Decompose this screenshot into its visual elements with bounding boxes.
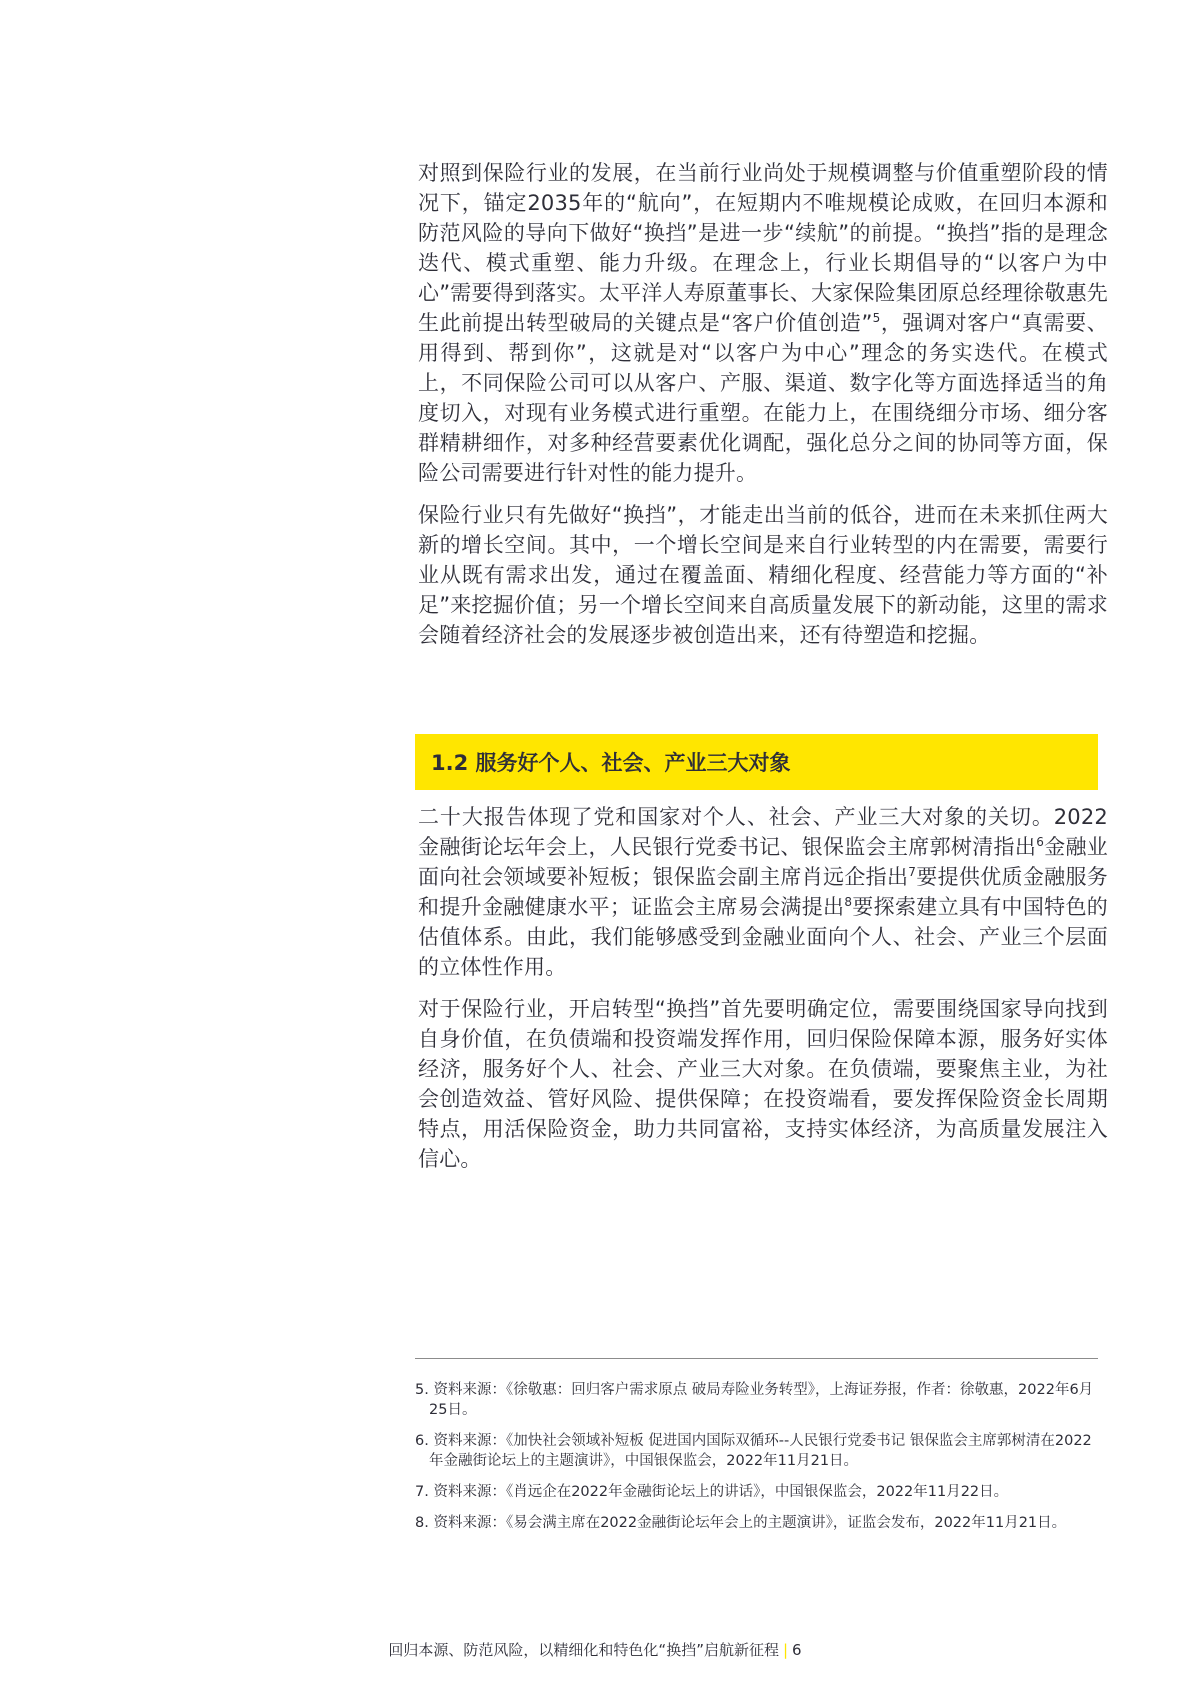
paragraph-2: 保险行业只有先做好“换挡”，才能走出当前的低谷，进而在未来抓住两大新的增长空间。其中，一个增长空间是来自行业转型的内在需要，需要行业从既有需求出发，通过在覆盖面、精细化程度、经营能力等方面的“补足”来挖掘价值；另一个增长空间来自高质量发展下的新动能，这里的需求会随着经济社会的发展逐步被创造出来，还有待塑造和挖掘。 bbox=[418, 503, 1108, 647]
paragraph-4: 对于保险行业，开启转型“换挡”首先要明确定位，需要围绕国家导向找到自身价值，在负债端和投资端发挥作用，回归保险保障本源，服务好实体经济，服务好个人、社会、产业三大对象。在负债端，要聚焦主业，为社会创造效益、管好风险、提供保障；在投资端看，要发挥保险资金长周期特点，用活保险资金，助力共同富裕，支持实体经济，为高质量发展注入信心。 bbox=[418, 997, 1108, 1171]
footnote-ref-5[interactable]: 5 bbox=[872, 311, 881, 325]
page-footer bbox=[0, 1639, 1190, 1660]
page-number: 6 bbox=[792, 1641, 802, 1659]
footnote-5: 5. 资料来源：《徐敬惠：回归客户需求原点 破局寿险业务转型》，上海证券报，作者：徐敬惠，2022年6月25日。 bbox=[415, 1382, 1094, 1418]
section-heading: 1.2 服务好个人、社会、产业三大对象 bbox=[431, 751, 791, 775]
footnote-ref-6[interactable]: 6 bbox=[1036, 835, 1045, 849]
footer-title: 回归本源、防范风险，以精细化和特色化“换挡”启航新征程 bbox=[388, 1641, 779, 1659]
paragraph-3-text-d: 要探索建立具有中国特色的估值体系。由此，我们能够感受到金融业面向个人、社会、产业三个层面的立体性作用。 bbox=[418, 895, 1108, 979]
paragraph-1 bbox=[418, 158, 1108, 488]
footnote-divider bbox=[415, 1358, 1098, 1359]
footnote-8: 8. 资料来源：《易会满主席在2022金融街论坛年会上的主题演讲》，证监会发布，2022年11月21日。 bbox=[415, 1515, 1067, 1531]
section-heading-bar bbox=[415, 734, 1098, 790]
body-text-top bbox=[418, 158, 1108, 662]
paragraph-3-text-a: 二十大报告体现了党和国家对个人、社会、产业三大对象的关切。2022金融街论坛年会上，人民银行党委书记、银保监会主席郭树清指出 bbox=[418, 805, 1108, 859]
footnotes bbox=[415, 1380, 1098, 1544]
paragraph-1-text-cont: ，强调对客户“真需要、用得到、帮到你”，这就是对“以客户为中心”理念的务实迭代。在模式上，不同保险公司可以从客户、产服、渠道、数字化等方面选择适当的角度切入，对现有业务模式进行重塑。在能力上，在围绕细分市场、细分客群精耕细作，对多种经营要素优化调配，强化总分之间的协同等方面，保险公司需要进行针对性的能力提升。 bbox=[418, 311, 1108, 485]
footnote-ref-7[interactable]: 7 bbox=[908, 865, 917, 879]
paragraph-3-text-c: 要提供优质金融服务和提升金融健康水平；证监会主席易会满提出 bbox=[418, 865, 1108, 919]
footnote-6: 6. 资料来源：《加快社会领域补短板 促进国内国际双循环--人民银行党委书记 银保监会主席郭树清在2022年金融街论坛上的主题演讲》，中国银保监会，2022年11月21日。 bbox=[415, 1433, 1092, 1469]
paragraph-3-text-b: 金融业面向社会领域要补短板；银保监会副主席肖远企指出 bbox=[418, 835, 1108, 889]
paragraph-1-text: 对照到保险行业的发展，在当前行业尚处于规模调整与价值重塑阶段的情况下，锚定2035年的“航向”，在短期内不唯规模论成败，在回归本源和防范风险的导向下做好“换挡”是进一步“续航”的前提。“换挡”指的是理念迭代、模式重塑、能力升级。在理念上，行业长期倡导的“以客户为中心”需要得到落实。太平洋人寿原董事长、大家保险集团原总经理徐敬惠先生此前提出转型破局的关键点是“客户价值创造” bbox=[418, 161, 1108, 335]
body-text-section bbox=[418, 802, 1108, 1186]
paragraph-3 bbox=[418, 802, 1108, 982]
footnote-ref-8[interactable]: 8 bbox=[844, 895, 853, 909]
footer-separator: | bbox=[782, 1641, 789, 1659]
footnote-7: 7. 资料来源：《肖远企在2022年金融街论坛上的讲话》，中国银保监会，2022年11月22日。 bbox=[415, 1484, 1009, 1500]
